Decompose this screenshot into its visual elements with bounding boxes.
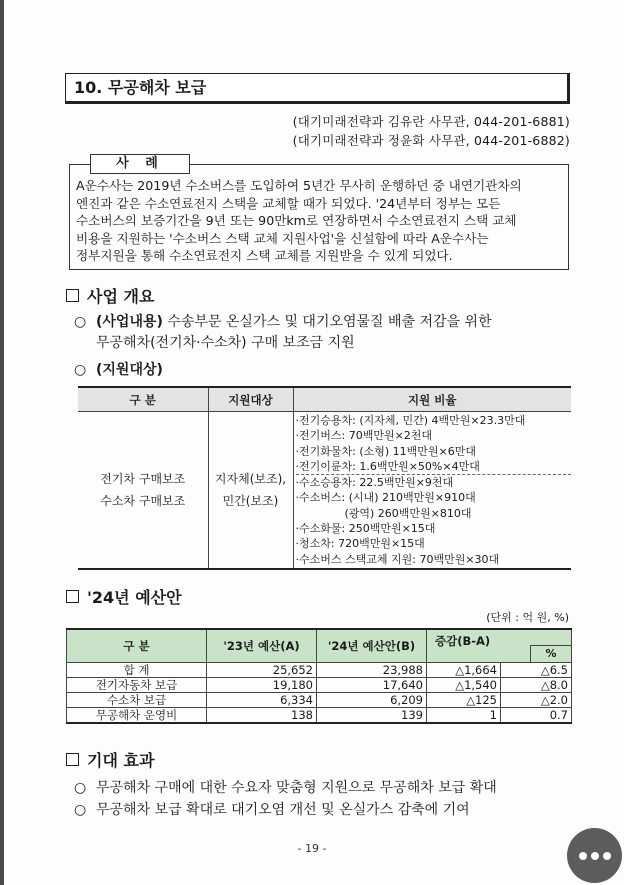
row-name: 무공해차 운영비	[67, 707, 207, 723]
rate-line: ·수소화물: 250백만원×15대	[295, 522, 436, 536]
square-bullet-icon	[66, 289, 79, 302]
target-line: 민간(보조)	[222, 493, 279, 508]
row-y23: 19,180	[207, 677, 317, 692]
square-bullet-icon	[66, 590, 79, 603]
target-label-line	[74, 359, 163, 379]
case-line: 수소버스의 보증기간을 9년 또는 90만km로 연장하면서 수소연료전지 스택 교체	[76, 213, 517, 228]
unit-label: (단위 : 억 원, %)	[486, 611, 569, 624]
category-ev: 전기차 구매보조	[100, 471, 186, 486]
budget-title: '24년 예산안	[87, 588, 182, 607]
budget-col-category: 구 분	[67, 629, 207, 662]
target-cell	[208, 412, 293, 569]
rate-line: ·수소승용차: 22.5백만원×9천대	[296, 474, 572, 490]
row-y23: 25,652	[207, 662, 317, 677]
row-diff: △125	[427, 692, 501, 707]
contact-line-2: (대기미래전략과 정윤화 사무관, 044-201-6882)	[292, 133, 570, 148]
rate-line: ·전기화물차: (소형) 11백만원×6만대	[295, 444, 477, 458]
row-y23: 138	[207, 707, 317, 723]
target-line: 지자체(보조),	[214, 471, 287, 486]
row-y24: 6,209	[317, 692, 427, 707]
circle-bullet-icon: ○	[74, 780, 87, 796]
row-y24: 17,640	[317, 677, 427, 692]
overview-heading	[66, 284, 154, 307]
contact-line-1: (대기미래전략과 김유란 사무관, 044-201-6881)	[292, 114, 570, 129]
rate-line: ·전기버스: 70백만원×2천대	[295, 429, 433, 443]
business-content	[74, 311, 492, 331]
col-header-target: 지원대상	[208, 387, 293, 412]
row-name: 수소차 보급	[67, 692, 207, 707]
case-line: A운수사는 2019년 수소버스를 도입하여 5년간 무사히 운행하던 중 내연기관차의	[76, 178, 522, 193]
more-options-button[interactable]	[567, 828, 622, 883]
target-label: (지원대상)	[96, 362, 163, 378]
rate-line: ·청소차: 720백만원×15대	[295, 537, 425, 551]
diff-header-label: 증감(B-A)	[435, 634, 491, 648]
rate-line: ·전기승용차: (지자체, 민간) 4백만원×23.3만대	[295, 414, 526, 427]
budget-col-diff	[427, 629, 572, 662]
row-pct: 0.7	[501, 707, 572, 723]
business-content-cont: 무공해차(전기차·수소차) 구매 보조금 지원	[96, 335, 355, 351]
page-number: - 19 -	[297, 842, 327, 855]
case-label: 사 례	[90, 154, 190, 174]
effect-text: 무공해차 구매에 대한 수요자 맞춤형 지원으로 무공해차 보급 확대	[96, 780, 497, 796]
rate-line: ·수소버스 스택교체 지원: 70백만원×30대	[295, 552, 500, 566]
effects-heading	[66, 748, 154, 771]
row-y24: 139	[317, 707, 427, 723]
row-pct: △6.5	[501, 662, 572, 677]
rate-line: ·수소버스: (시내) 210백만원×910대	[295, 491, 476, 505]
support-table	[78, 386, 571, 570]
rate-line: ·전기이륜차: 1.6백만원×50%×4만대	[295, 459, 480, 473]
overview-title: 사업 개요	[87, 287, 155, 306]
effect-item	[74, 777, 497, 797]
col-header-rate: 지원 비율	[293, 387, 571, 412]
square-bullet-icon	[66, 753, 79, 766]
rate-cell	[293, 412, 571, 569]
dot-icon	[579, 852, 587, 860]
circle-bullet-icon: ○	[74, 314, 87, 330]
row-y23: 6,334	[207, 692, 317, 707]
effects-title: 기대 효과	[87, 751, 155, 770]
row-pct: △8.0	[501, 677, 572, 692]
budget-heading	[66, 585, 182, 608]
case-line: 비용을 지원하는 '수소버스 스택 교체 지원사업'을 신설함에 따라 A운수사는	[76, 230, 489, 246]
section-heading: 10. 무공해차 보급	[65, 73, 570, 104]
case-text	[76, 177, 564, 265]
budget-col-y23: '23년 예산(A)	[207, 629, 317, 662]
row-y24: 23,988	[317, 662, 427, 677]
business-text: 수송부문 온실가스 및 대기오염물질 배출 저감을 위한	[167, 314, 492, 330]
row-name: 합 계	[67, 662, 207, 677]
dot-icon	[603, 852, 611, 860]
case-line: 엔진과 같은 수소연료전지 스택을 교체할 때가 되었다. '24년부터 정부는 모든	[76, 195, 501, 211]
budget-col-y24: '24년 예산안(B)	[317, 629, 427, 662]
effect-item	[74, 799, 470, 819]
row-name: 전기자동차 보급	[67, 677, 207, 692]
row-diff: △1,540	[427, 677, 501, 692]
row-diff: 1	[427, 707, 501, 723]
budget-table	[66, 628, 572, 724]
col-header-category: 구 분	[78, 387, 208, 412]
dot-icon	[591, 852, 599, 860]
rate-line: (광역) 260백만원×810대	[295, 506, 472, 520]
category-h2: 수소차 구매보조	[100, 493, 186, 508]
row-pct: △2.0	[501, 692, 572, 707]
pct-header: %	[530, 645, 571, 662]
row-diff: △1,664	[427, 662, 501, 677]
case-line: 정부지원을 통해 수소연료전지 스택 교체를 지원받을 수 있게 되었다.	[76, 248, 453, 263]
business-label: (사업내용)	[96, 314, 163, 330]
circle-bullet-icon: ○	[74, 362, 87, 378]
effect-text: 무공해차 보급 확대로 대기오염 개선 및 온실가스 감축에 기여	[96, 802, 470, 818]
category-cell	[78, 412, 208, 569]
circle-bullet-icon: ○	[74, 802, 87, 818]
